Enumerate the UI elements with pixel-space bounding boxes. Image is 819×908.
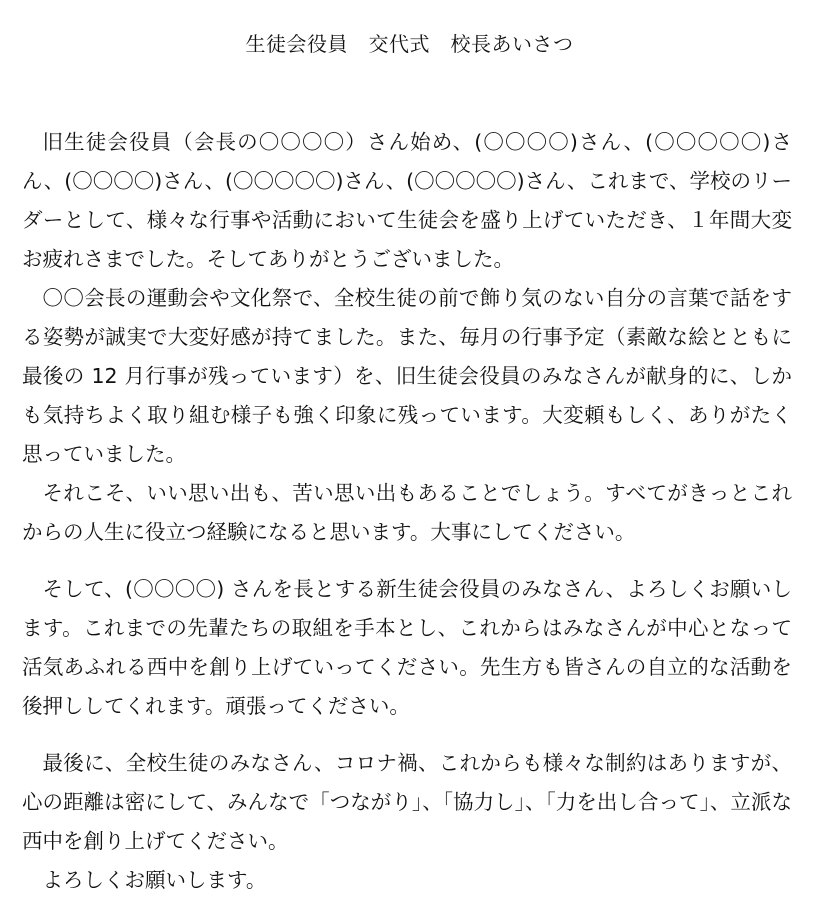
paragraph-closing: よろしくお願いします。	[42, 868, 267, 892]
document-title: 生徒会役員 交代式 校長あいさつ	[245, 32, 574, 56]
paragraph-gap	[22, 552, 792, 570]
paragraph-new-officers: そして、(〇〇〇〇) さんを長とする新生徒会役員のみなさん、よろしくお願いします。これまでの先輩たちの取組を手本とし、これからはみなさんが中心となって活気あふれる西中を創り上げていってください。先生方も皆さんの自立的な活動を後押ししてくれます。頑張ってください。	[22, 577, 792, 718]
paragraph-gap	[22, 726, 792, 744]
paragraph-thanks-former-officers: 旧生徒会役員（会長の〇〇〇〇）さん始め、(〇〇〇〇)さん、(〇〇〇〇〇)さん、(〇〇〇〇)さん、(〇〇〇〇〇)さん、(〇〇〇〇〇)さん、これまで、学校のリーダーとして、様々な行事や活動において生徒会を盛り上げていただき、１年間大変お疲れさまでした。そしてありがとうございました。	[22, 130, 792, 271]
document-body	[22, 123, 792, 900]
paragraph-all-students: 最後に、全校生徒のみなさん、コロナ禍、これからも様々な制約はありますが、心の距離は密にして、みんなで「つながり」、「協力し」、「力を出し合って」、立派な西中を創り上げてください。	[22, 751, 792, 853]
paragraph-praise-president: 〇〇会長の運動会や文化祭で、全校生徒の前で飾り気のない自分の言葉で話をする姿勢が誠実で大変好感が持てました。また、毎月の行事予定（素敵な絵とともに最後の 12 月行事が残っています）を、旧生徒会役員のみなさんが献身的に、しかも気持ちよく取り組む様子も強く印象に残っています。大変頼もしく、ありがたく思っていました。	[22, 286, 792, 466]
paragraph-memories: それこそ、いい思い出も、苦い思い出もあることでしょう。すべてがきっとこれからの人生に役立つ経験になると思います。大事にしてください。	[22, 481, 792, 544]
